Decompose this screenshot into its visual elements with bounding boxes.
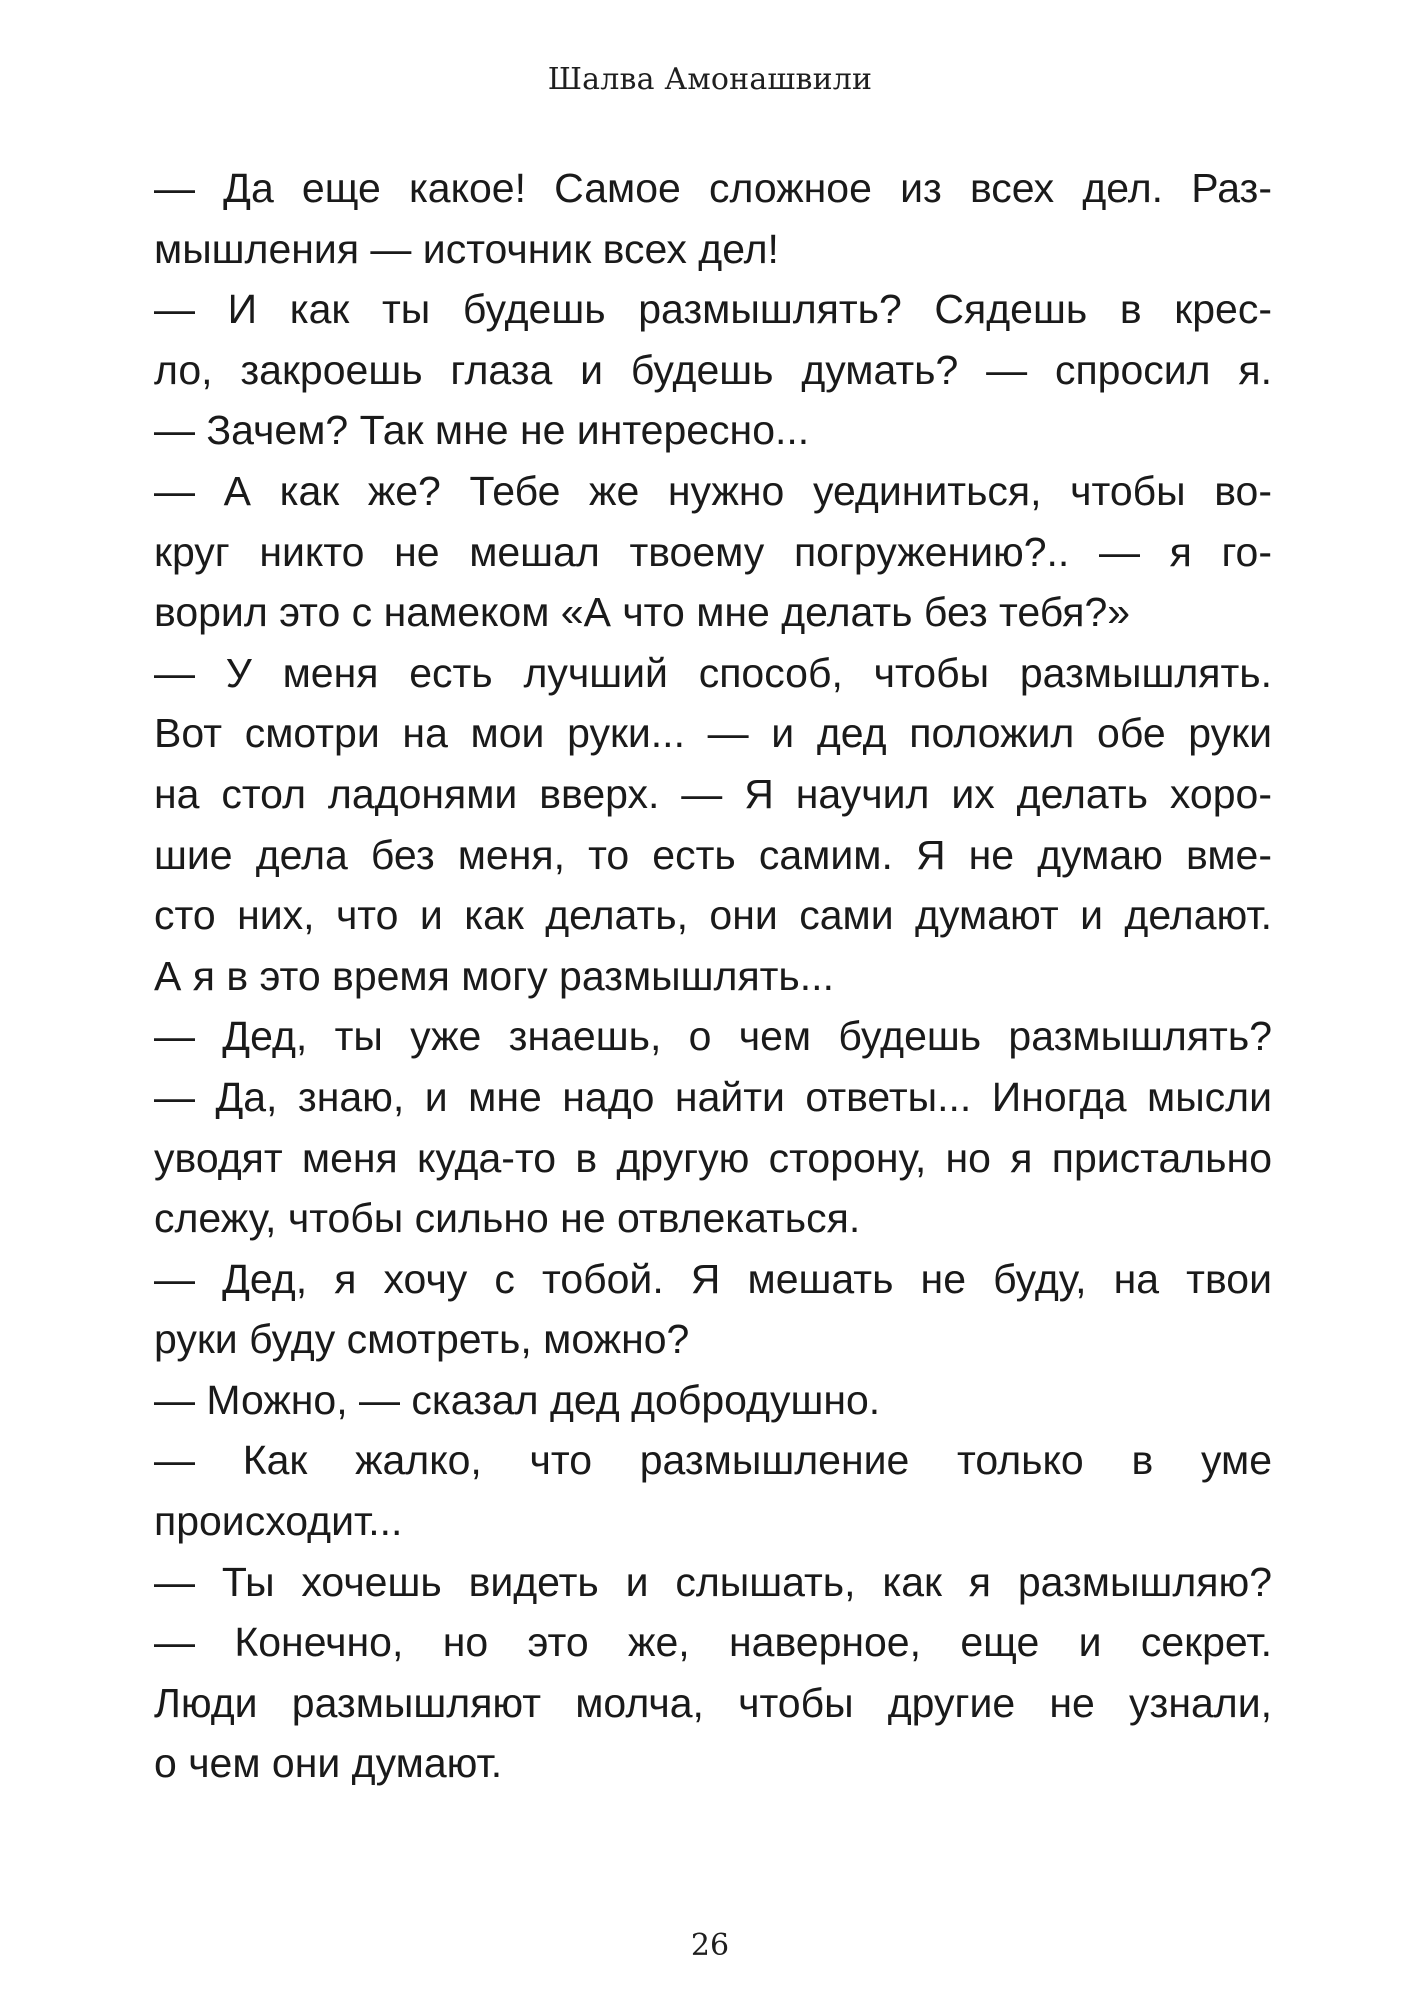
text-line: Вот смотри на мои руки... — и дед положил обе руки [154,710,1272,757]
text-line: — Ты хочешь видеть и слышать, как я размышляю? [154,1558,1272,1605]
running-header-author: Шалва Амонашвили [547,62,873,97]
page-number: 26 [690,1928,730,1963]
text-line: руки буду смотреть, можно? [154,1316,690,1363]
text-line: А я в это время могу размышлять... [154,952,834,999]
text-line: — И как ты будешь размышлять? Сядешь в крес- [154,286,1272,333]
text-line: — У меня есть лучший способ, чтобы размышлять. [154,649,1272,696]
text-line: сто них, что и как делать, они сами думают и делают. [154,892,1272,939]
text-line: о чем они думают. [154,1740,503,1787]
text-line: Люди размышляют молча, чтобы другие не узнали, [154,1679,1272,1726]
text-line: — Можно, — сказал дед добродушно. [154,1376,881,1423]
text-line: круг никто не мешал твоему погружению?.. — я го- [154,528,1272,575]
text-line: ворил это с намеком «А что мне делать без тебя?» [154,589,1131,636]
text-line: — Дед, я хочу с тобой. Я мешать не буду, на твои [154,1255,1272,1302]
text-line: — А как же? Тебе же нужно уединиться, чтобы во- [154,467,1272,514]
text-line: на стол ладонями вверх. — Я научил их делать хоро- [154,770,1272,817]
text-line: ло, закроешь глаза и будешь думать? — спросил я. [154,346,1272,393]
text-line: — Да, знаю, и мне надо найти ответы... Иногда мысли [154,1073,1272,1120]
text-line: — Дед, ты уже знаешь, о чем будешь размышлять? [154,1013,1272,1060]
text-line: — Да еще какое! Самое сложное из всех дел. Раз- [154,165,1272,211]
text-line: мышления — источник всех дел! [154,225,779,272]
text-line: происходит... [154,1498,403,1545]
text-line: — Зачем? Так мне не интересно... [154,407,810,454]
text-line: — Конечно, но это же, наверное, еще и секрет. [154,1619,1272,1666]
text-line: слежу, чтобы сильно не отвлекаться. [154,1195,861,1242]
text-line: — Как жалко, что размышление только в уме [154,1437,1272,1484]
page-body-text [154,158,1272,1794]
text-line: уводят меня куда-то в другую сторону, но я пристально [154,1134,1272,1181]
text-line: шие дела без меня, то есть самим. Я не думаю вме- [154,831,1272,878]
